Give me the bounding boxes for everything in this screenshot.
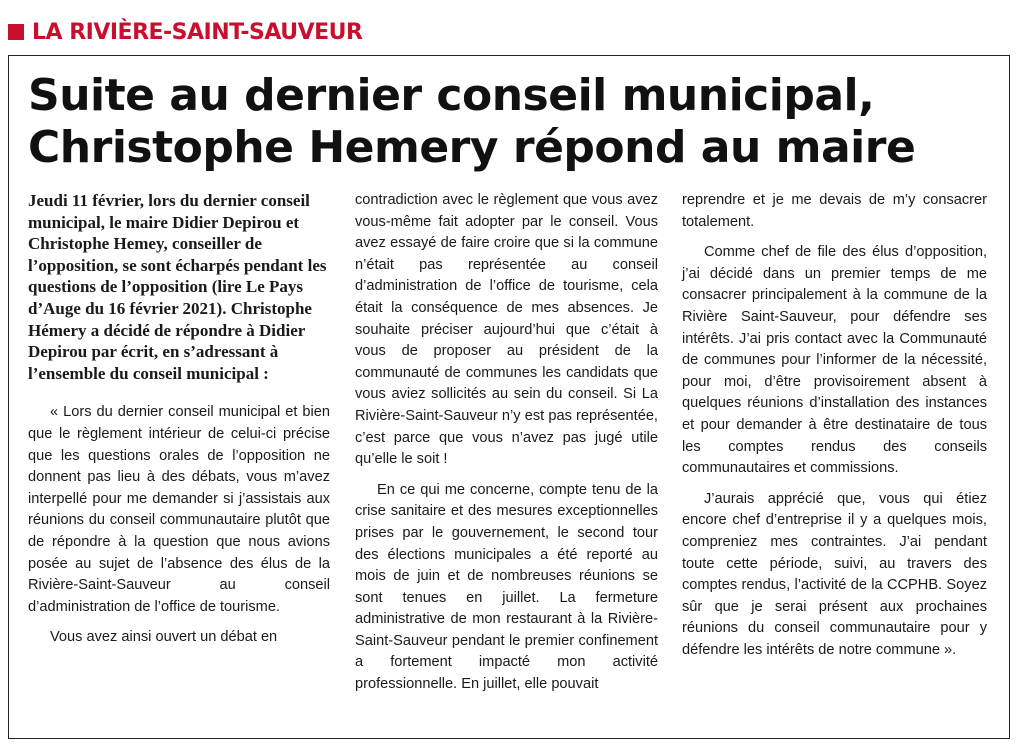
- body-paragraph: Vous avez ainsi ouvert un débat en: [50, 629, 278, 646]
- body-paragraph: En ce qui me concerne, compte tenu de la crise sanitaire et des mesures exceptionnelles prises par le gouvernement, le second tour des élections municipales a été reporté au mois de juin et de nombreuses réunions se sont tenues en juillet. La fermeture administrative de mon restaurant à la Rivière-Saint-Sauveur pendant le premier confinement a fortement impacté mon activité professionnelle. En juillet, elle pouvait: [355, 481, 658, 693]
- body-paragraph: reprendre et je me devais de m’y consacrer totalement.: [682, 192, 987, 230]
- rubric-square-icon: [8, 24, 24, 40]
- section-rubric: [8, 16, 362, 48]
- article-column-1: [28, 188, 330, 649]
- article-lead: Jeudi 11 février, lors du dernier conseil municipal, le maire Didier Depirou et Christophe Hemey, conseiller de l’opposition, se sont écharpés pendant les questions de l’opposition (lire Le Pays d’Auge du 16 février 2021). Christophe Hémery a décidé de répondre à Didier Depirou par écrit, en s’adressant à l’ensemble du conseil municipal :: [28, 191, 327, 383]
- article-headline: [28, 70, 998, 174]
- article-column-2: [355, 190, 658, 696]
- article-column-3: [682, 190, 987, 661]
- rubric-label: LA RIVIÈRE-SAINT-SAUVEUR: [32, 19, 363, 45]
- body-paragraph: J’aurais apprécié que, vous qui étiez encore chef d’entreprise il y a quelques mois, compreniez mes contraintes. J’ai pendant toute cette période, suivi, au travers des comptes rendus, l’activité de la CCPHB. Soyez sûr que je serai présent aux prochaines réunions du conseil communautaire pour y défendre les intérêts de notre commune ».: [682, 490, 987, 658]
- headline-line-2: Christophe Hemery répond au maire: [28, 122, 916, 173]
- body-paragraph: « Lors du dernier conseil municipal et bien que le règlement intérieur de celui-ci précise que les questions orales de l’opposition ne donnent pas lieu à des débats, vous m’avez interpellé pour me demander si j’assistais aux réunions du conseil communautaire plutôt que de répondre à la question que nous avions posée au sujet de l’absence des élus de la Rivière-Saint-Sauveur au conseil d’administration de l’office de tourisme.: [28, 404, 330, 615]
- body-paragraph: Comme chef de file des élus d’opposition, j’ai décidé dans un premier temps de me consacrer principalement à la commune de la Rivière Saint-Sauveur, pour défendre ses intérêts. J’ai pris contact avec la Communauté de communes pour l’informer de la nécessité, pour moi, d’être provisoirement absent à quelques réunions d’installation des instances et pour demander à être destinataire de tous les comptes rendus des conseils communautaires et commissions.: [682, 244, 987, 477]
- headline-line-1: Suite au dernier conseil municipal,: [28, 70, 875, 121]
- body-paragraph: contradiction avec le règlement que vous avez vous-même fait adopter par le conseil. Vous avez essayé de faire croire que si la commune n’était pas représentée au conseil d’administration de l’office de tourisme, cela était la conséquence de mes absences. Je souhaite préciser aujourd’hui que c’était à vous de proposer au président de la communauté de communes les candidats que vous aviez sollicités au sein du conseil. Si La Rivière-Saint-Sauveur n’y est pas représentée, c’est parce que vous n’avez pas jugé utile qu’elle le soit !: [355, 192, 658, 468]
